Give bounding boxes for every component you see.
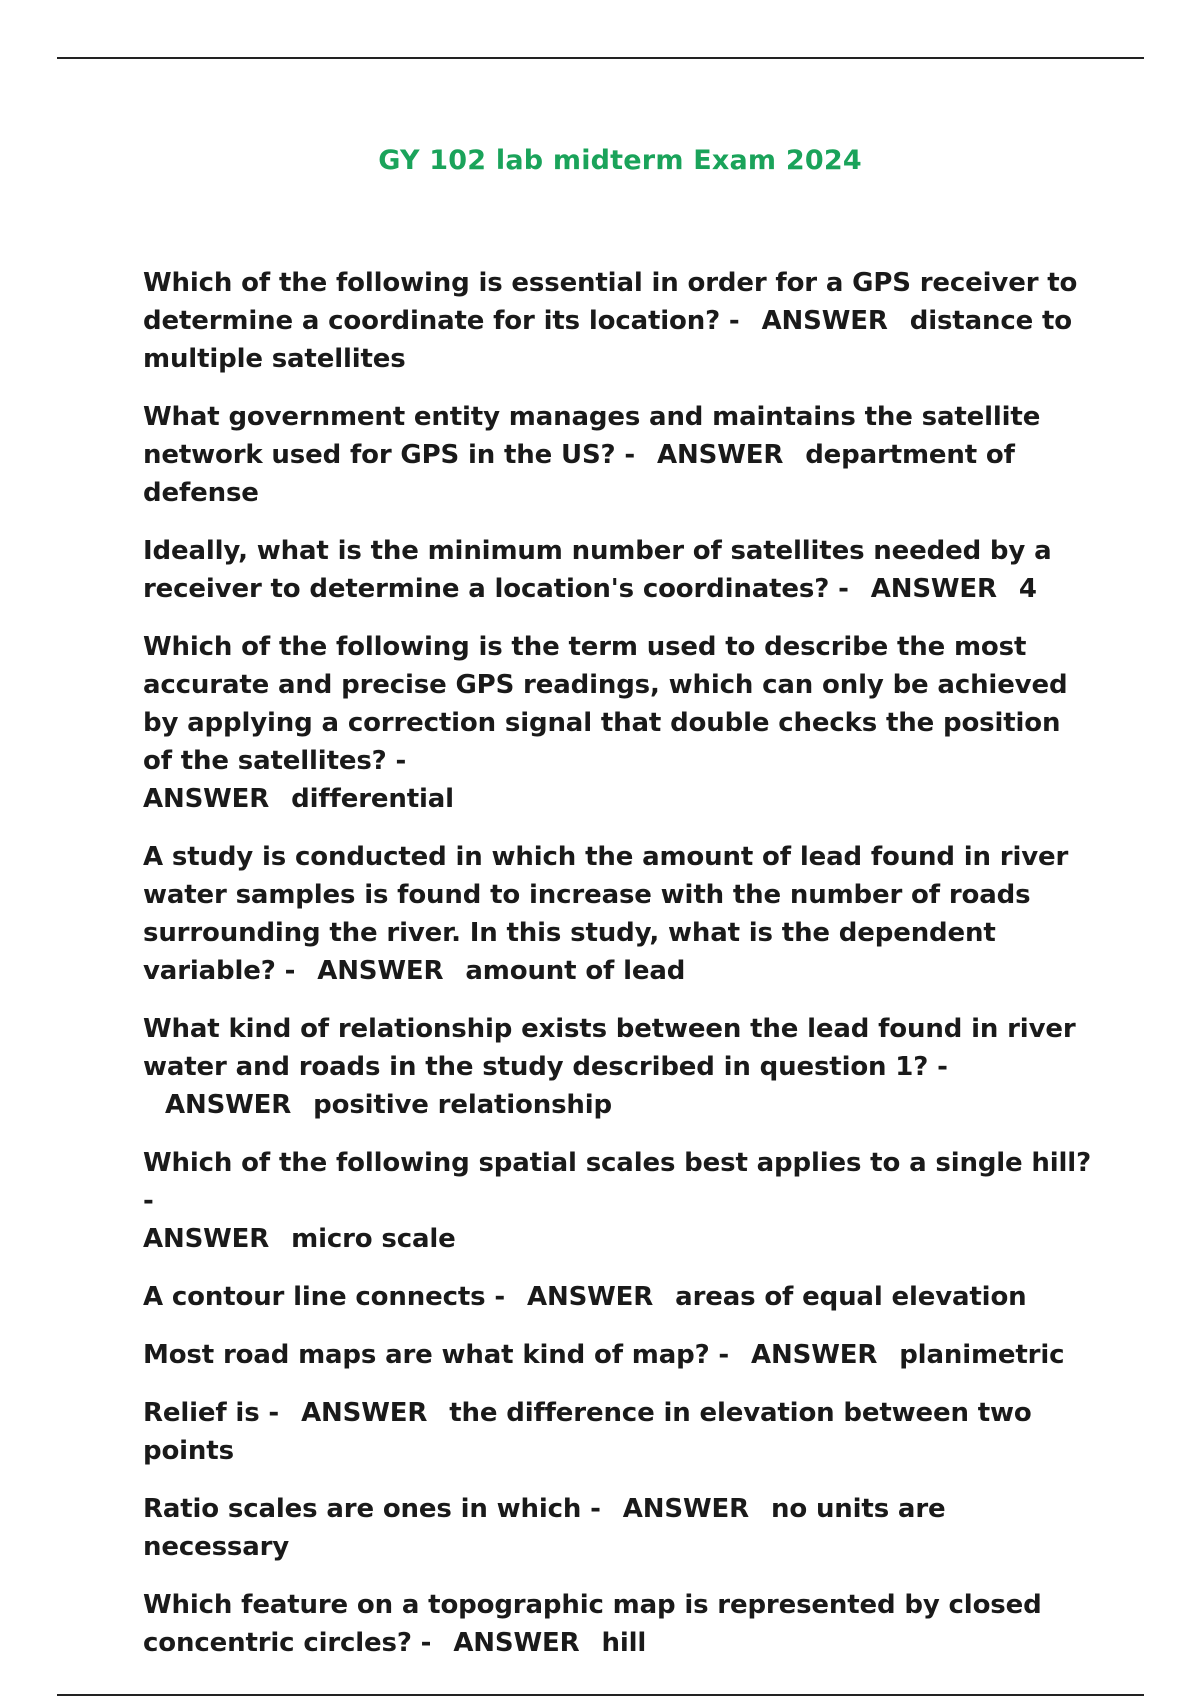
answer-text: distance to multiple satellites — [143, 306, 1072, 374]
answer-label: ANSWER — [143, 784, 270, 814]
bottom-divider — [57, 1694, 1144, 1696]
answer-label: ANSWER — [657, 440, 784, 470]
qa-item — [143, 1490, 1098, 1566]
question-text: A study is conducted in which the amount of lead found in river water samples is found to increase with the number of roads surrounding the river. In this study, what is the dependent variable? - — [143, 842, 1069, 986]
question-text: Which of the following spatial scales best applies to a single hill? - — [143, 1148, 1092, 1216]
answer-label: ANSWER — [751, 1340, 878, 1370]
answer-label: ANSWER — [527, 1282, 654, 1312]
answer-label: ANSWER — [453, 1628, 580, 1658]
question-text: Which of the following is essential in order for a GPS receiver to determine a coordinate for its location? - — [143, 268, 1078, 336]
answer-label: ANSWER — [317, 956, 444, 986]
answer-text: hill — [601, 1628, 647, 1658]
answer-label: ANSWER — [870, 574, 997, 604]
answer-label: ANSWER — [761, 306, 888, 336]
qa-item — [143, 1144, 1098, 1258]
qa-item — [143, 532, 1098, 608]
answer-text: differential — [291, 784, 454, 814]
page-title: GY 102 lab midterm Exam 2024 — [378, 145, 862, 176]
answer-text: department of defense — [143, 440, 1015, 508]
answer-text: the difference in elevation between two points — [143, 1398, 1032, 1466]
answer-text: amount of lead — [465, 956, 686, 986]
question-text: Most road maps are what kind of map? - — [143, 1340, 730, 1370]
question-text: What kind of relationship exists between the lead found in river water and roads in the study described in question 1? - — [143, 1014, 1076, 1082]
qa-item — [143, 1394, 1098, 1470]
question-text: Ideally, what is the minimum number of satellites needed by a receiver to determine a location's coordinates? - — [143, 536, 1052, 604]
top-divider — [57, 57, 1144, 59]
answer-label: ANSWER — [622, 1494, 749, 1524]
question-text: Ratio scales are ones in which - — [143, 1494, 601, 1524]
answer-text: planimetric — [899, 1340, 1065, 1370]
answer-text: micro scale — [291, 1224, 456, 1254]
answer-text: no units are necessary — [143, 1494, 946, 1562]
answer-text: positive relationship — [313, 1090, 612, 1120]
qa-item — [143, 838, 1098, 990]
qa-item — [143, 398, 1098, 512]
answer-text: 4 — [1018, 574, 1037, 604]
question-text: What government entity manages and maintains the satellite network used for GPS in the US? - — [143, 402, 1041, 470]
question-text: A contour line connects - — [143, 1282, 505, 1312]
question-text: Which feature on a topographic map is represented by closed concentric circles? - — [143, 1590, 1042, 1658]
answer-text: areas of equal elevation — [675, 1282, 1027, 1312]
qa-item — [143, 1336, 1098, 1374]
answer-label: ANSWER — [165, 1090, 292, 1120]
qa-item — [143, 1586, 1098, 1662]
answer-label: ANSWER — [143, 1224, 270, 1254]
qa-item — [143, 1010, 1098, 1124]
qa-item — [143, 1278, 1098, 1316]
question-text: Which of the following is the term used to describe the most accurate and precise GPS readings, which can only be achieved by applying a correction signal that double checks the position of the satellites? - — [143, 632, 1068, 776]
qa-item — [143, 628, 1098, 818]
answer-label: ANSWER — [301, 1398, 428, 1428]
qa-list — [143, 264, 1098, 1682]
qa-item — [143, 264, 1098, 378]
question-text: Relief is - — [143, 1398, 280, 1428]
